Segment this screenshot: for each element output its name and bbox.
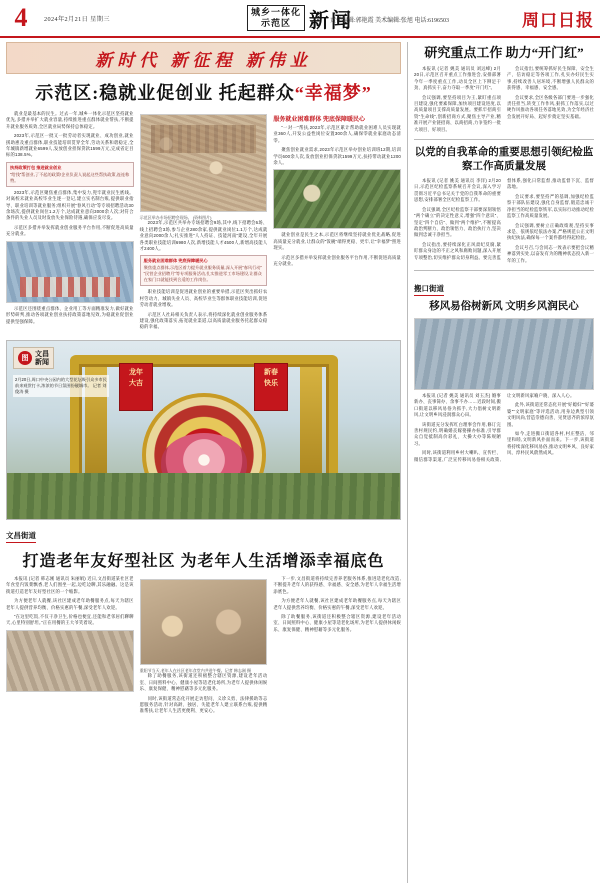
paragraph: 会议号召,与会同志一致表示要把会议精神落到实处,以奋发有为的精神状态投入新一年的工作。 <box>507 244 594 263</box>
photo-caption-elder: 重阳节当天,老年人在社区老年食堂内共进午餐。记者 韩志刚 摄 <box>139 667 252 673</box>
elder-article-columns <box>6 576 401 718</box>
lead-col3-subhead: 服务就业困难群体 兜底保障暖民心 <box>273 117 366 123</box>
right-article-2-body <box>414 178 594 264</box>
paragraph: 除了助餐服务,该街道还积极整合辖区资源,建设老年活动室、日间照料中心、健康小屋等适老化场所,为老年人提供休闲娱乐、康复保健、精神慰藉等多元化服务。 <box>139 673 268 692</box>
lead-article-columns <box>6 111 401 334</box>
photo-greenery-ground <box>7 473 400 519</box>
callout-text: “给钱”帮创业,了不起的政策!企业负责人说起这些帮扶政策,连连称赞。 <box>10 171 130 183</box>
feature-photo-caption: 2月20日,周口中央公园内的大型花坛吸引众多市民前来观赏打卡,浓浓的节日氛围扮靓城市。 记者 刘俊涛 摄 <box>13 375 109 397</box>
lead-col1-more <box>6 190 134 238</box>
lead-col2-more <box>140 289 268 330</box>
page-body <box>0 38 600 883</box>
paragraph: 示范区多措并举发挥就业创业服务平台作用,不断促进高质量充分就业。 <box>6 224 134 237</box>
photo-caption-crowd: 示范区举办专场招聘会现场。 (资料图片) <box>139 215 212 220</box>
paragraph: 2023年,示范区共举办专场招聘会9场,其中,线下招聘会6场、线上招聘会3场,参与企业280余家,提供就业岗位1.1万个,达成就业意向2000余人;扎实推进“人人持证、技能河南”建设,全年开展各类职业技能培训6980人次,新增技能人才4500人,新增高技能人才2400人。 <box>139 220 268 252</box>
lead-col3-tail <box>273 232 401 267</box>
feature-photo-logo <box>13 347 54 369</box>
logo-text-line2: 新闻 <box>35 357 49 366</box>
section-tag <box>247 5 305 31</box>
paragraph: 本报讯 (记者 姚美 通讯员 刘远峰) 2月20日,示范区召开重点工作推进会,安排部署今年一季度重点工作,动员全区上下铆足干劲、真抓实干,奋力夺取一季度“开门红”。 <box>414 66 501 91</box>
paragraph: 就业创业是民生之本,示范区将继续坚持就业优先战略,促进高质量充分就业,让群众的“饭碗”端得更稳、更牢,让“幸福梦”照进现实。 <box>273 232 402 251</box>
paragraph: 示范区人社局相关负责人表示,将持续深化就业创业服务体系建设,强化政策落实,拓宽就业渠道,以高质量就业服务托起群众稳稳的幸福。 <box>139 311 268 330</box>
elder-column-1 <box>6 576 134 718</box>
callout-title: 服务就业困难群体 兜底保障暖民心 <box>143 258 208 264</box>
paragraph: 本报讯 (记者 姚美 通讯员 李洋) 2月20日,示范区纪检监察系统召开会议,深入学习贯彻习近平总书记关于党的自我革命的重要思想,安排部署全区纪检监察工作。 <box>414 178 501 203</box>
elder-col1-text <box>6 576 134 627</box>
paragraph: 同时,该街道利用乡村大喇叭、宣传栏、微信群等渠道,广泛宣传移风易俗相关政策,让文明新风家喻户晓、深入人心。 <box>414 392 575 462</box>
photo-elder-canteen <box>140 579 268 665</box>
masthead <box>0 0 600 38</box>
paragraph: “一对一”帮扶,2023年,示范区累计帮助就业困难人员实现就业360人,开发公益性岗位安置300余人,确保零就业家庭动态清零。 <box>273 125 402 143</box>
paragraph: 如今,走进搬口街道各村,村庄整洁、邻里和睦,文明新风扑面而来。下一步,该街道将持续深化移风易俗,推动文明乡风、良好家风、淳朴民风蔚然成风。 <box>507 430 594 456</box>
paragraph: 此外,该街道还常态化开展“好媳妇”“好婆婆”“文明家庭”等评选活动,用身边典型引领文明风尚,营造崇德向善、见贤思齐的浓厚氛围。 <box>507 402 594 427</box>
campaign-banner <box>6 42 401 74</box>
lead-article-headline <box>6 79 401 105</box>
newspaper-brand: 周口日报 <box>522 11 594 30</box>
lead-column-1 <box>6 111 134 334</box>
photo-job-fair-booth <box>6 241 134 303</box>
logo-mark-icon: 图 <box>18 351 32 365</box>
rural-article-body <box>414 393 594 463</box>
lead-col1-text <box>6 111 134 159</box>
photo-rural-village <box>414 318 594 390</box>
rural-article-headline: 移风易俗树新风 文明乡风润民心 <box>429 300 579 312</box>
right-article-2-headline: 以党的自我革命的重要思想引领纪检监察工作高质量发展 <box>414 147 594 173</box>
paragraph: 会议指出,要统筹抓好民生保障、安全生产、信访稳定等各项工作,扎实办好民生实事,持续改善人居环境,不断增强人民群众的获得感、幸福感、安全感。 <box>507 66 594 91</box>
paragraph: 示范区还围绕重点群体、企业用工等方面精准发力,做好就业形势研判,推动各项就业创业扶持政策落地见效,为稳就业促创业提供坚强保障。 <box>6 305 134 324</box>
paragraph: 本报讯 (记者 韩志刚 通讯员 朱丽娟) 近日,文昌街道某社区老年食堂内饭菜飘香,老人们围坐一起,边吃边聊,其乐融融。这是该街道打造老年友好型社区的一个缩影。 <box>6 575 134 594</box>
logo-text <box>35 350 49 366</box>
paragraph: 同时,该街道常态化开展走访慰问、义诊义剪、法律援助等志愿服务活动,针对高龄、独居、失能老年人建立联系台账,提供精准帮扶,让老年人生活更便利、更安心。 <box>139 695 268 714</box>
article-divider <box>414 270 594 271</box>
paragraph: “在这里吃饭,不仅干净卫生,价格也便宜,还能和老邻居们聊聊天,心里特别舒坦。”正在用餐的王大爷笑着说。 <box>6 613 134 626</box>
lead-col3-text <box>273 125 401 166</box>
campaign-banner-text: 新时代 新征程 新伟业 <box>95 50 312 70</box>
lead-callout-box-2 <box>140 255 268 286</box>
photo-community-room <box>6 630 134 692</box>
lead-col1-tail <box>6 306 134 325</box>
editor-credits: 责任编辑:郭艳霞 美术编辑:张旭 电话:6196503 <box>330 18 450 24</box>
left-column <box>6 42 408 883</box>
lead-column-3 <box>273 111 401 334</box>
paragraph: 下一步,文昌街道将持续完善养老服务体系,推进适老化改造,不断提升老年人的获得感、幸福感、安全感,为老年人幸福生活增添底色。 <box>273 575 402 594</box>
paragraph: 2023年,示范区聚焦重点群体,集中发力,兜牢就业民生底线。对离校未就业高校毕业生逐一登记,建立实名制台账,提供职业指导、职业培训等就业服务;组织开展“春风行动”等专项招聘活动30余场次,提供就业岗位1.2万个,达成就业意向3000余人次;对符合条件的失业人员及时发放失业保险待遇,确保应发尽发。 <box>6 189 134 221</box>
paragraph: 为方便老年人就餐,该社区建成老年助餐服务点,每天为辖区老年人提供营养均衡、价格实惠的午餐,深受老年人欢迎。 <box>6 598 134 610</box>
photo-job-fair-crowd <box>140 114 268 212</box>
photo-banner-left: 龙年 大吉 <box>119 363 153 411</box>
paragraph: 除了助餐服务,该街道还积极整合辖区资源,建设老年活动室、日间照料中心、健康小屋等适老化场所,为老年人提供休闲娱乐、康复保健、精神慰藉等多元化服务。 <box>273 613 402 632</box>
section-tag-line2: 示范区 <box>260 18 292 28</box>
paragraph: 会议强调,要树立正确政绩观,坚持实事求是、依规依纪依法办案,严格规范公正文明执纪执法,确保每一个案件都经得起检验。 <box>507 222 594 241</box>
paragraph: 示范区多措并举发挥就业创业服务平台作用,不断促进高质量充分就业。 <box>273 254 402 267</box>
section-tag-line1: 城乡一体化 <box>250 7 302 17</box>
lead-headline-main: 示范区:稳就业促创业 托起群众 <box>35 83 295 103</box>
elder-column-2 <box>140 576 268 718</box>
lead-headline-quote: “幸福梦” <box>294 83 372 103</box>
publication-date: 2024年2月21日 星期三 <box>44 15 110 23</box>
callout-text: 聚焦重点群体,示范区着力提升就业服务质量,深入开展“春风行动”“民营企业招聘月”等专项服务活动,扎实推进零工市场建设,让群众在家门口就能找到合适的工作岗位。 <box>143 265 262 283</box>
paragraph: 聚焦创业就业需求,2023年示范区举办创业培训班12期,培训学员600余人次,发放创业担保贷款1599万元,扶持带动就业1200余人。 <box>273 147 402 166</box>
right-column <box>408 42 594 883</box>
paragraph: 职业技能培训是促进就业创业的重要举措,示范区突出抓好农村劳动力、城镇失业人员、高校毕业生等群体职业技能培训,促进劳动者就业增收。 <box>139 289 268 308</box>
right-article-1-headline: 研究重点工作 助力“开门红” <box>424 45 584 60</box>
lead-column-2 <box>140 111 268 334</box>
lead-col2-text <box>140 220 268 252</box>
elder-col3-text <box>273 576 401 633</box>
section-label-bankou: 搬口街道 <box>414 283 444 296</box>
paragraph: 会议强调,要坚持项目为王,紧盯重点项目建设,强化要素保障,加快项目建设进度,以高质量项目支撑高质量发展。要抓牢招商引资“生命线”,创新招商方式,聚焦主导产业,精准开展产业链招商、以商招商,力争签约一批大项目、好项目。 <box>414 94 501 132</box>
callout-title: 扶持政策打包 推进就业创业 <box>10 164 62 170</box>
section-label-wenchang: 文昌街道 <box>6 530 36 543</box>
photo-training-site <box>273 169 401 229</box>
elder-col2-text <box>140 673 268 714</box>
elder-column-3 <box>273 576 401 718</box>
paragraph: 会议强调,全区纪检监察干部要深刻领悟“两个确立”的决定性意义,增强“四个意识”、坚定“四个自信”、做到“两个维护”,不断提高政治判断力、政治领悟力、政治执行力,坚决做到忠诚干净担当。 <box>414 206 501 238</box>
lead-callout-box-1 <box>6 162 134 187</box>
page-number: 4 <box>14 3 28 32</box>
logo-text-line1: 文昌 <box>35 349 49 358</box>
right-article-1-body <box>414 66 594 133</box>
article-divider <box>414 139 594 140</box>
paragraph: 会议要求,要坚持严的基调,加强纪检监察干部队伍建设,强化自身监督,锻造忠诚干净担当的纪检监察铁军,以实际行动推动纪检监察工作高质量发展。 <box>507 193 594 219</box>
elder-article-headline: 打造老年友好型社区 为老年人生活增添幸福底色 <box>22 552 385 570</box>
paragraph: 就业是最基本的民生。过去一年,城乡一体化示范区坚持就业优先,多措并举扩大就业容量,持续推进重点群体就业帮扶,不断提升就业服务质效,全区就业局势保持总体稳定。 <box>6 111 134 129</box>
paragraph: 会议指出,要持续深化正风肃纪反腐,紧盯群众身边的不正之风和腐败问题,深入开展专项整治,切实维护群众切身利益。要完善监督体系,强化日常监督,推动监督下沉、监督落地。 <box>414 178 594 260</box>
paragraph: 为方便老年人就餐,该社区建成老年助餐服务点,每天为辖区老年人提供营养均衡、价格实惠的午餐,深受老年人欢迎。 <box>273 598 402 610</box>
photo-banner-right: 新春 快乐 <box>254 363 288 411</box>
paragraph: 本报讯 (记者 姚美 通讯员 刘玉杰) 婚事新办、丧事简办、余事不办……近段时间,搬口街道以移风易俗为抓手,大力倡树文明新风,让文明乡风浸润群众心田。 <box>414 392 501 418</box>
paragraph: 该街道充分发挥红白理事会作用,修订完善村规民约,明确婚丧嫁娶操办标准,引导群众自觉抵制高价彩礼、大操大办等陈规陋习。 <box>414 421 501 446</box>
section-news-word: 新闻 <box>309 9 354 32</box>
feature-photo-flower-display <box>6 340 401 520</box>
paragraph: 2023年,示范区一批又一批劳动者实现就业、成功创业,就业援助惠及重点群体,职业技能培训贯穿全年,劳动关系和谐稳定,全年城镇新增就业6599人,发放创业担保贷款1599万元,完成省定目标的138.5%。 <box>6 133 134 158</box>
paragraph: 会议要求,全区各级各部门要进一步强化责任担当,转变工作作风,狠抓工作落实,以过硬作风推动各项任务落地见效,为全年经济社会发展开好局、起好步奠定坚实基础。 <box>507 94 594 119</box>
